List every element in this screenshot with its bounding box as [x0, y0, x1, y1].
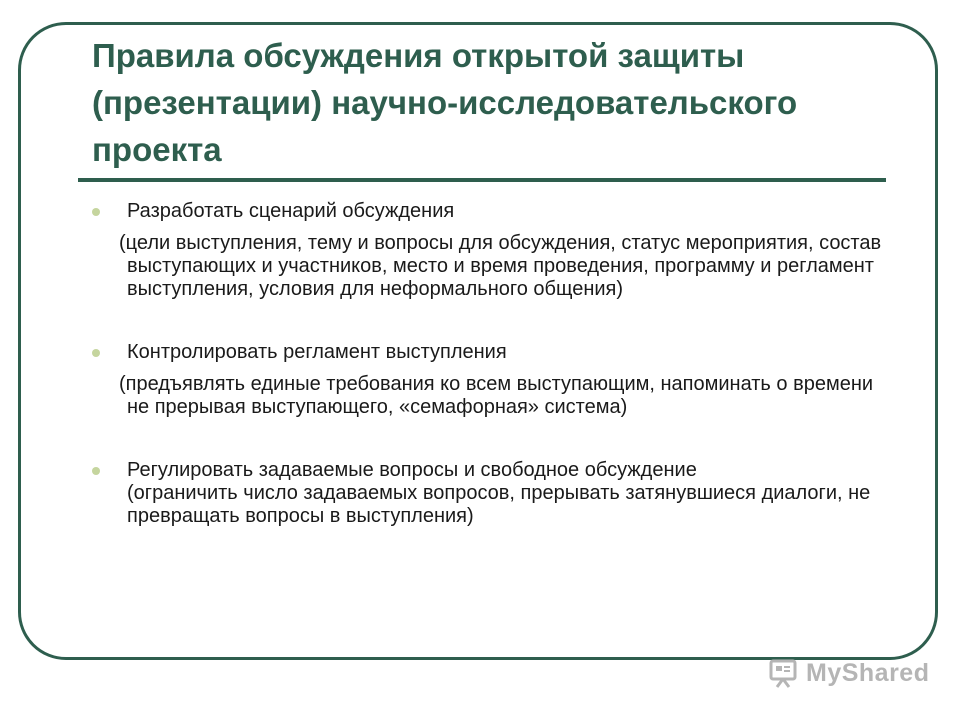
title-underline	[78, 178, 886, 182]
bullet-list	[92, 200, 892, 528]
bullet-dot-icon	[92, 208, 100, 216]
bullet-dot-icon	[92, 349, 100, 357]
list-item	[92, 459, 892, 528]
item-heading: Регулировать задаваемые вопросы и свободное обсуждение	[127, 459, 697, 481]
list-item	[92, 200, 892, 301]
presentation-board-icon	[768, 657, 800, 689]
item-detail: (ограничить число задаваемых вопросов, прерывать затянувшиеся диалоги, не превращать вопросы в выступления)	[127, 482, 871, 527]
list-item	[92, 341, 892, 419]
item-heading: Разработать сценарий обсуждения	[127, 200, 455, 222]
item-detail: (цели выступления, тему и вопросы для обсуждения, статус мероприятия, состав выступающих и участников, место и время проведения, программу и регламент выступления, условия для неформального общения)	[119, 232, 882, 300]
watermark-text: MyShared	[806, 658, 930, 687]
item-detail: (предъявлять единые требования ко всем выступающим, напоминать о времени не прерывая выступающего, «семафорная» система)	[119, 373, 874, 418]
item-heading: Контролировать регламент выступления	[127, 341, 507, 363]
slide-title: Правила обсуждения открытой защиты (презентации) научно-исследовательского проекта	[92, 37, 798, 168]
watermark[interactable]	[768, 657, 929, 689]
bullet-dot-icon	[92, 467, 100, 475]
